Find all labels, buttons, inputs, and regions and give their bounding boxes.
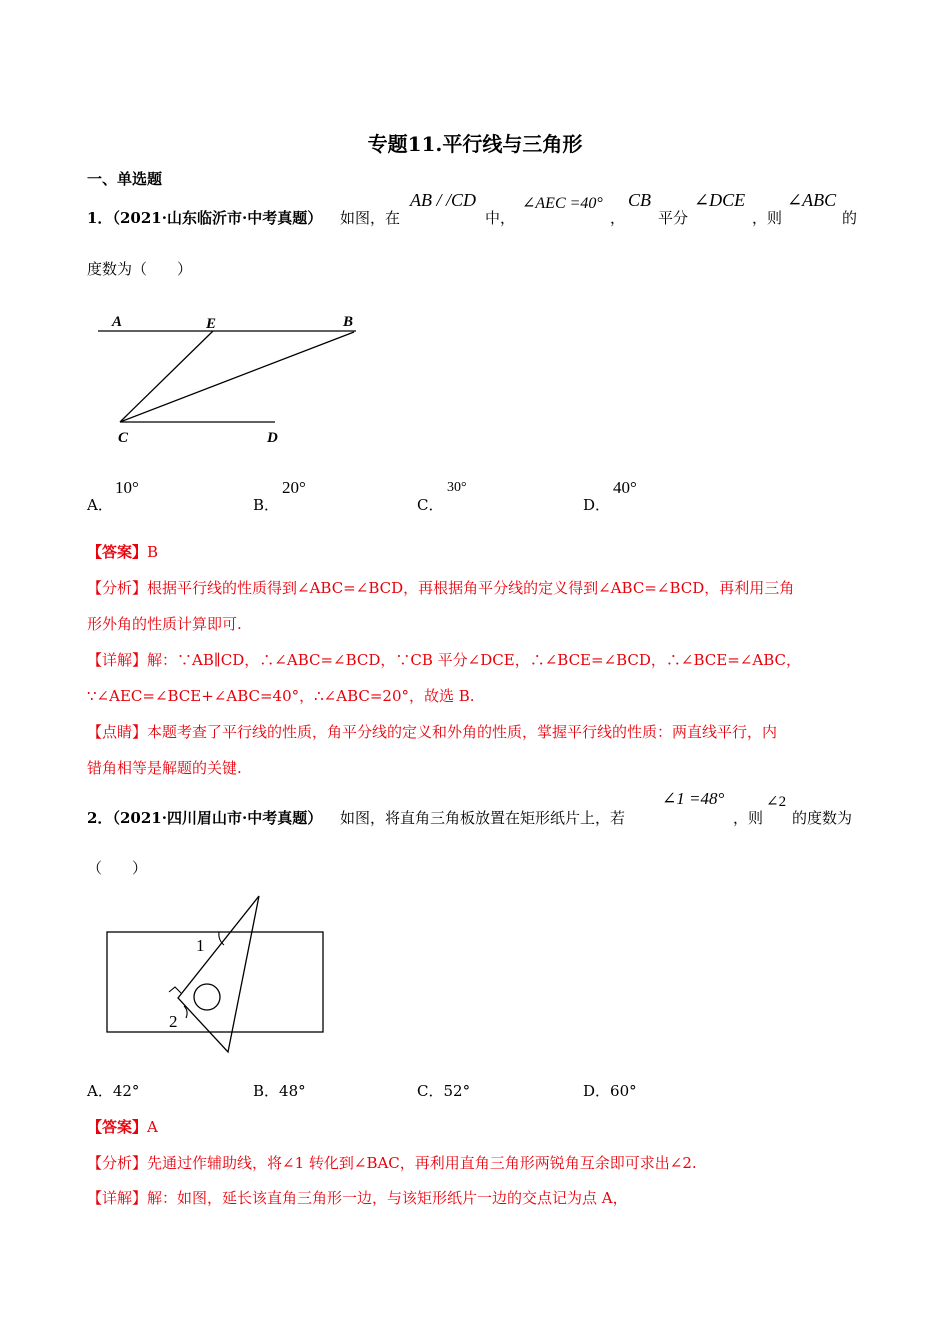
q2-option-d[interactable]: D．60° [583,1082,637,1100]
q1-comment-line-2: 错角相等是解题的关键. [87,759,242,777]
label-a: A [112,314,123,330]
label-d: D [267,430,278,446]
q1-option-b-letter[interactable]: B． [253,496,280,514]
q1-detail-line-2: ∵∠AEC=∠BCE+∠ABC=40°，∴∠ABC=20°，故选 B. [87,687,475,705]
label-angle-1: 1 [196,936,205,955]
segment-ec [120,331,213,422]
q1-option-d-letter[interactable]: D． [583,496,611,514]
q2-figure [100,890,335,1060]
q1-math-dce: ∠DCE [694,190,746,210]
q1-analysis-line-2: 形外角的性质计算即可. [87,615,242,633]
q2-math-angle-2: ∠2 [766,794,787,810]
q1-option-d-value: 40° [613,478,637,497]
q1-analysis-line-1: 【分析】根据平行线的性质得到∠ABC=∠BCD，再根据角平分线的定义得到∠ABC=∠BCD，再利用三角 [87,579,795,597]
q1-text-2: 中， [485,209,516,227]
q1-answer-tag: 【答案】B [87,543,159,561]
q1-option-a-value: 10° [115,478,139,497]
q2-line-2: （ ） [87,859,148,877]
q2-option-b[interactable]: B．48° [253,1082,306,1100]
q2-text-2: ，则 [733,809,764,827]
q2-option-c[interactable]: C．52° [417,1082,471,1100]
q1-text-4: 平分 [658,209,689,227]
q1-option-c-value: 30° [447,480,467,495]
q2-text-1: 如图，将直角三角板放置在矩形纸片上，若 [340,809,626,827]
label-b: B [343,314,354,330]
label-e: E [206,316,217,332]
q1-line-2: 度数为（ ） [87,260,193,278]
triangle-hole [194,984,220,1010]
q2-math-angle-1: ∠1 =48° [662,789,725,808]
q2-number: 2． [87,809,113,827]
rectangle-paper [107,932,323,1032]
q2-answer-tag: 【答案】A [87,1118,158,1136]
q1-text-1: 如图，在 [340,209,401,227]
q1-answer-value: B [147,543,159,561]
q1-source: （2021·山东临沂市·中考真题） [105,209,323,227]
triangle-ruler [178,896,259,1052]
q2-analysis: 【分析】先通过作辅助线，将∠1 转化到∠BAC，再利用直角三角形两锐角互余即可求出∠2. [87,1154,697,1172]
q1-option-b-value: 20° [282,478,306,497]
label-angle-2: 2 [169,1012,178,1031]
section-heading: 一、单选题 [87,170,163,188]
q1-text-6: 的 [842,209,858,227]
q1-comment-line-1: 【点睛】本题考查了平行线的性质，角平分线的定义和外角的性质，掌握平行线的性质：两直线平行，内 [87,723,778,741]
q1-option-c-letter[interactable]: C． [417,496,444,514]
page-title: 专题11.平行线与三角形 [367,132,583,156]
q1-number: 1． [87,209,113,227]
q2-option-a[interactable]: A．42° [87,1082,140,1100]
q1-math-abc: ∠ABC [787,190,837,210]
label-c: C [118,430,129,446]
right-angle-mark [169,987,181,993]
q2-answer-value: A [147,1118,158,1136]
q2-detail: 【详解】解：如图，延长该直角三角形一边，与该矩形纸片一边的交点记为点 A， [87,1189,628,1207]
q2-source: （2021·四川眉山市·中考真题） [105,809,323,827]
segment-bc [120,332,354,422]
q1-math-angle-aec: ∠AEC =40° [522,195,603,212]
q1-figure [90,305,370,450]
q2-text-3: 的度数为 [792,809,853,827]
angle-1-arc [219,932,224,945]
q1-detail-line-1: 【详解】解：∵AB∥CD，∴∠ABC=∠BCD，∵CB 平分∠DCE，∴∠BCE=∠BCD，∴∠BCE=∠ABC， [87,651,801,669]
q1-option-a-letter[interactable]: A． [87,496,113,514]
q1-math-cb: CB [628,190,652,210]
q1-text-3: ， [610,209,626,227]
q1-text-5: ，则 [752,209,783,227]
q1-math-parallel: AB / /CD [410,190,476,210]
